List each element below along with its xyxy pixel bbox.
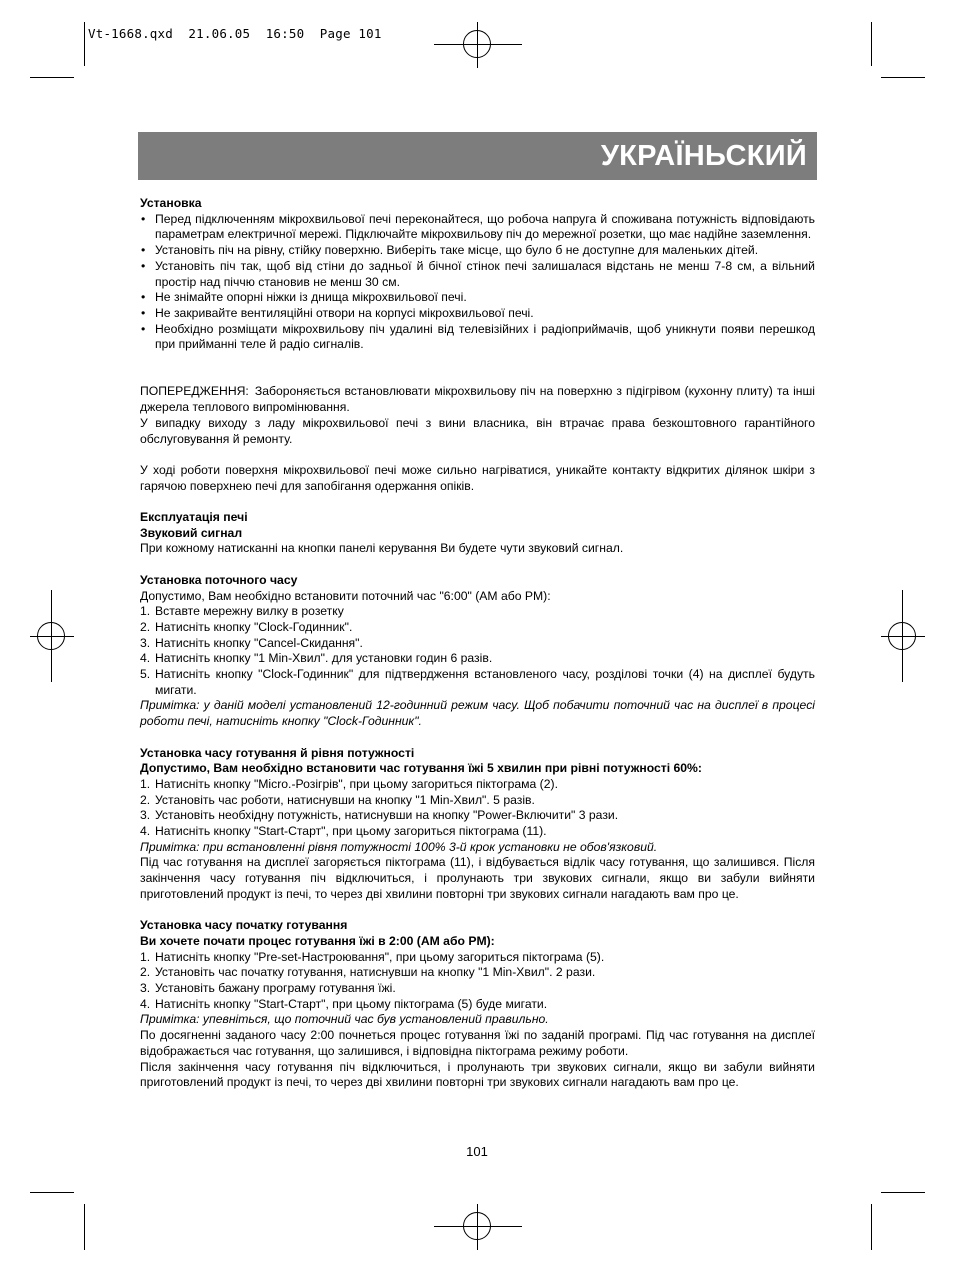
preset-subheading: Ви хочете почати процес готування їжі в 2:00 (AM або PM): [140, 933, 495, 948]
print-slug: Vt-1668.qxd 21.06.05 16:50 Page 101 [88, 26, 382, 41]
section-heading-cooking: Установка часу готування й рівня потужності [140, 745, 415, 760]
list-item: • Установіть піч так, щоб від стіни до задньої й бічної стінок печі залишалася відстань не менш 7-8 см, а вільний простір над піччю становив не менш 30 см. [141, 258, 815, 289]
subheading-sound: Звуковий сигнал [140, 525, 243, 540]
list-item: 2. Установіть час роботи, натиснувши на кнопку "1 Min-Хвил". 5 разів. [140, 792, 535, 807]
section-heading-operation: Експлуатація печі [140, 510, 248, 524]
warranty-paragraph: У випадку виходу з ладу мікрохвильової печі з вини власника, він втрачає права безкоштовного гарантійного обслуговування й ремонту. [140, 415, 815, 446]
warning-paragraph: ПОПЕРЕДЖЕННЯ: Забороняється встановлювати мікрохвильову піч на поверхню з підігрівом (кухонну плиту) та інші джерела теплового випромінювання. [140, 384, 815, 415]
cooking-after: Під час готування на дисплеї загоряється піктограма (11), і відбувається відлік часу готування, що залишився. Після закінчення часу готування піч відключиться, і пролунають три звукових сигнали, якщо ви забули вийняти приготовлений продукт із печі, то через дві хвилини повторні три звукових сигнали нагадають вам про це. [140, 855, 815, 901]
section-heading-install: Установка [140, 196, 202, 210]
list-item: • Не знімайте опорні ніжки із днища мікрохвильової печі. [141, 290, 467, 305]
crop-mark [84, 1204, 85, 1250]
list-item: 4. Натисніть кнопку "Start-Старт", при цьому загориться піктограма (11). [140, 824, 547, 839]
list-item: 2. Установіть час початку готування, натиснувши на кнопку "1 Min-Хвил". 2 рази. [140, 965, 596, 980]
cooking-subheading: Допустимо, Вам необхідно встановити час готування їжі 5 хвилин при рівні потужності 60%: [140, 761, 702, 776]
crop-mark [84, 22, 85, 66]
sound-paragraph: При кожному натисканні на кнопки панелі керування Ви будете чути звуковий сигнал. [140, 541, 624, 556]
crop-mark [30, 1192, 74, 1193]
list-item: 3. Установіть бажану програму готування їжі. [140, 981, 396, 996]
list-item: 3. Установіть необхідну потужність, натиснувши на кнопку "Power-Включити" 3 рази. [140, 808, 619, 823]
banner-title: УКРАЇНЬСКИЙ [600, 140, 807, 172]
preset-after-1: По досягненні заданого часу 2:00 почнеться процес готування їжі по заданій програмі. Під час готування на дисплеї відображається час готування, що залишився, і відповідна піктограма режиму роботи. [140, 1028, 815, 1058]
manual-content [140, 196, 815, 1091]
cooking-note: Примітка: при встановленні рівня потужності 100% 3-й крок установки не обов'язковий. [140, 839, 658, 854]
list-item: 3. Натисніть кнопку "Cancel-Скидання". [140, 635, 363, 650]
list-item: 2. Натисніть кнопку "Clock-Годинник". [140, 619, 353, 634]
list-item: • Перед підключенням мікрохвильової печі переконайтеся, що робоча напруга й споживана потужність відповідають параметрам електричної мережі. Підключайте мікрохвильову піч до мережної розетки, що має надійне заземлення. [141, 211, 815, 242]
clock-intro: Допустимо, Вам необхідно встановити поточний час "6:00" (AM або PM): [140, 588, 551, 603]
list-item: 5. Натисніть кнопку "Clock-Годинник" для підтвердження встановленого часу, розділові точки (4) на дисплеї будуть мигати. [140, 667, 815, 697]
heat-warning-paragraph: У ході роботи поверхня мікрохвильової печі може сильно нагріватися, уникайте контакту відкритих ділянок шкіри з гарячою поверхнею печі для запобігання одержання опіків. [140, 462, 815, 493]
section-heading-preset: Установка часу початку готування [140, 918, 348, 933]
list-item: • Установіть піч на рівну, стійку поверхню. Виберіть таке місце, що було б не доступне для маленьких дітей. [141, 243, 759, 258]
list-item: 1. Натисніть кнопку "Pre-set-Настроювання", при цьому загориться піктограма (5). [140, 949, 605, 964]
section-heading-clock: Установка поточного часу [140, 572, 298, 587]
crop-mark [881, 77, 925, 78]
crop-mark [881, 1192, 925, 1193]
preset-note: Примітка: упевніться, що поточний час був установлений правильно. [140, 1012, 549, 1027]
list-item: 1. Вставте мережну вилку в розетку [140, 604, 344, 619]
crop-mark [871, 22, 872, 66]
list-item: 4. Натисніть кнопку "1 Min-Хвил". для установки годин 6 разів. [140, 651, 493, 666]
preset-after-2: Після закінчення часу готування піч відключиться, і пролунають три звукових сигнали, якщо ви забули вийняти приготовлений продукт із печі, то через дві хвилини повторні три звукових сигнали нагадають вам про це. [140, 1059, 815, 1090]
page-number: 101 [466, 1144, 488, 1159]
list-item: • Не закривайте вентиляційні отвори на корпусі мікрохвильової печі. [141, 305, 534, 320]
language-banner [138, 132, 817, 180]
list-item: • Необхідно розміщати мікрохвильову піч удалині від телевізійних і радіоприймачів, щоб уникнути появи перешкод при прийманні теле й радіо сигналів. [141, 321, 815, 352]
crop-mark [30, 77, 74, 78]
list-item: 1. Натисніть кнопку "Micro.-Розігрів", при цьому загориться піктограма (2). [140, 776, 558, 791]
clock-note: Примітка: у даній моделі установлений 12-годинний режим часу. Щоб побачити поточний час на дисплеї в процесі роботи печі, натисніть кнопку "Clock-Годинник". [140, 698, 815, 729]
crop-mark [871, 1204, 872, 1250]
list-item: 4. Натисніть кнопку "Start-Старт", при цьому піктограма (5) буде мигати. [140, 996, 548, 1011]
warning-label: ПОПЕРЕДЖЕННЯ: [140, 384, 249, 399]
